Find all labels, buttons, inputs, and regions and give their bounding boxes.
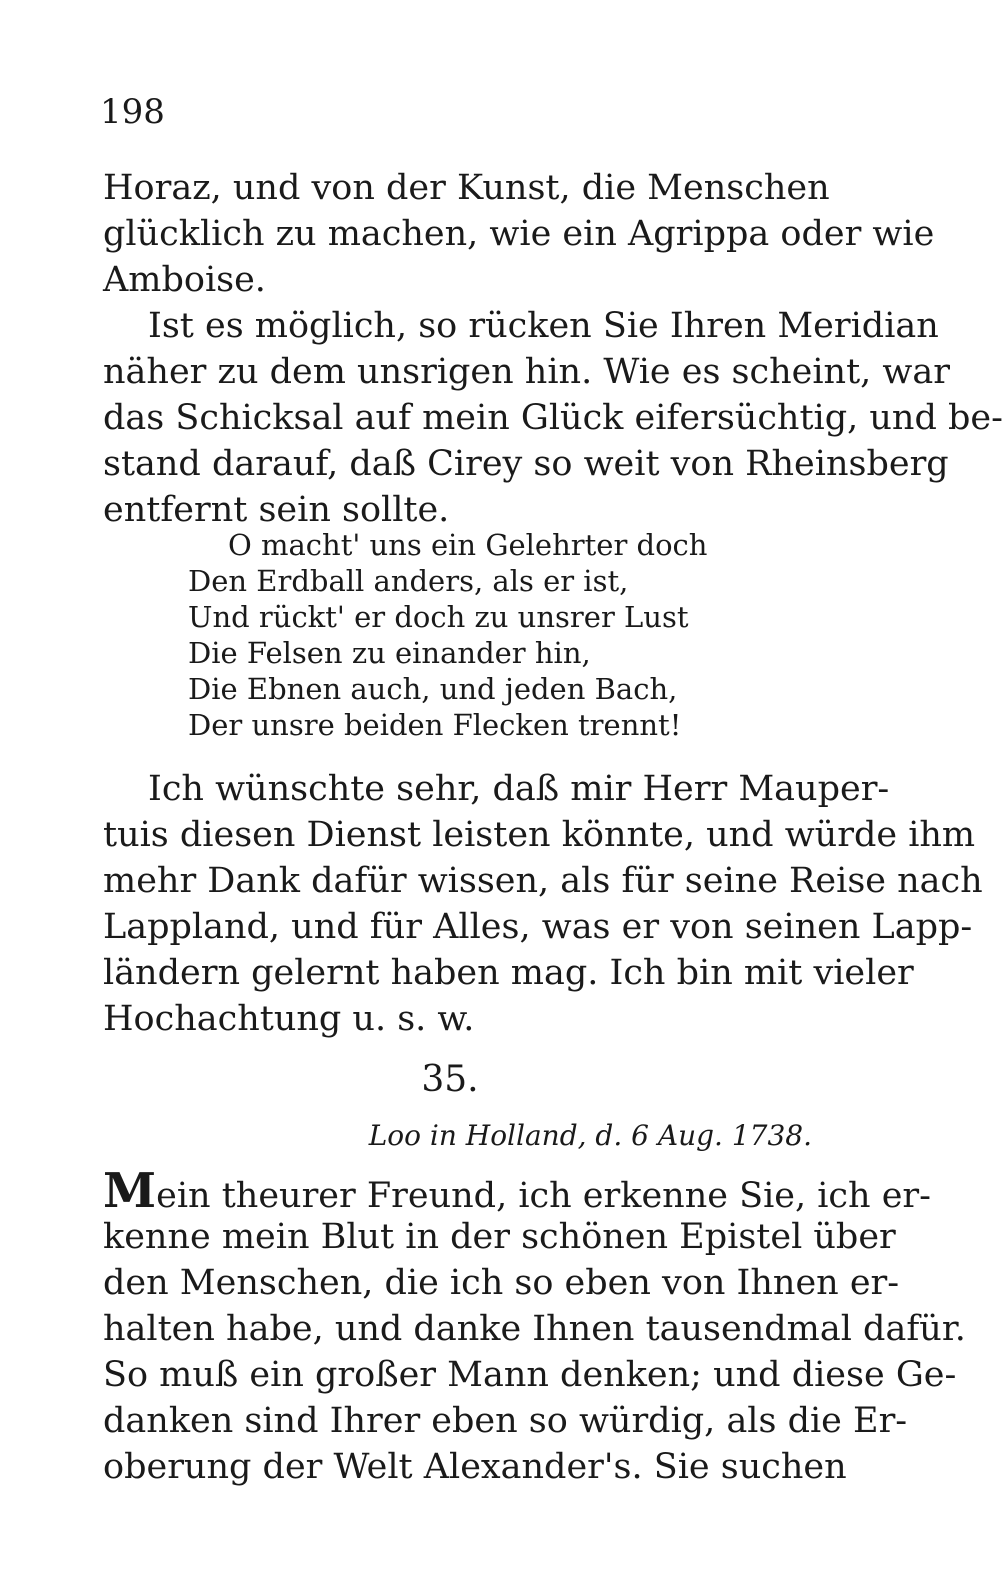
text-line: kenne mein Blut in der schönen Epistel über	[103, 1217, 896, 1257]
page-number: 198	[100, 92, 165, 132]
verse-line: Die Felsen zu einander hin,	[188, 636, 591, 670]
text-line: Horaz, und von der Kunst, die Menschen	[103, 168, 830, 208]
text-line: ländern gelernt haben mag. Ich bin mit vieler	[103, 953, 914, 993]
text-line: Hochachtung u. s. w.	[103, 999, 475, 1039]
first-line-text: ein theurer Freund, ich erkenne Sie, ich er-	[156, 1176, 931, 1216]
text-line: näher zu dem unsrigen hin. Wie es scheint, war	[103, 352, 950, 392]
text-line: stand darauf, daß Cirey so weit von Rheinsberg	[103, 444, 949, 484]
text-line	[103, 1163, 931, 1219]
text-line: den Menschen, die ich so eben von Ihnen er-	[103, 1263, 900, 1303]
text-line: tuis diesen Dienst leisten könnte, und würde ihm	[103, 815, 976, 855]
text-line: Amboise.	[103, 260, 266, 300]
text-line: oberung der Welt Alexander's. Sie suchen	[103, 1447, 847, 1487]
letter-dateline: Loo in Holland, d. 6 Aug. 1738.	[368, 1119, 812, 1152]
verse-line: Den Erdball anders, als er ist,	[188, 564, 629, 598]
text-line: mehr Dank dafür wissen, als für seine Reise nach	[103, 861, 983, 901]
text-line: Lappland, und für Alles, was er von seinen Lapp-	[103, 907, 973, 947]
verse-line: Und rückt' er doch zu unsrer Lust	[188, 600, 689, 634]
text-line: halten habe, und danke Ihnen tausendmal dafür.	[103, 1309, 966, 1349]
text-line: Ich wünschte sehr, daß mir Herr Mauper-	[148, 769, 890, 809]
text-line: glücklich zu machen, wie ein Agrippa oder wie	[103, 214, 935, 254]
text-line: So muß ein großer Mann denken; und diese Ge-	[103, 1355, 957, 1395]
text-line: das Schicksal auf mein Glück eifersüchtig, und be-	[103, 398, 1003, 438]
verse-line: Der unsre beiden Flecken trennt!	[188, 708, 682, 742]
text-line: entfernt sein sollte.	[103, 490, 450, 530]
verse-line: O macht' uns ein Gelehrter doch	[228, 528, 708, 562]
verse-line: Die Ebnen auch, und jeden Bach,	[188, 672, 678, 706]
letter-number: 35.	[421, 1059, 479, 1100]
text-line: Ist es möglich, so rücken Sie Ihren Meridian	[148, 306, 939, 346]
text-line: danken sind Ihrer eben so würdig, als die Er-	[103, 1401, 908, 1441]
drop-cap: M	[103, 1163, 157, 1219]
